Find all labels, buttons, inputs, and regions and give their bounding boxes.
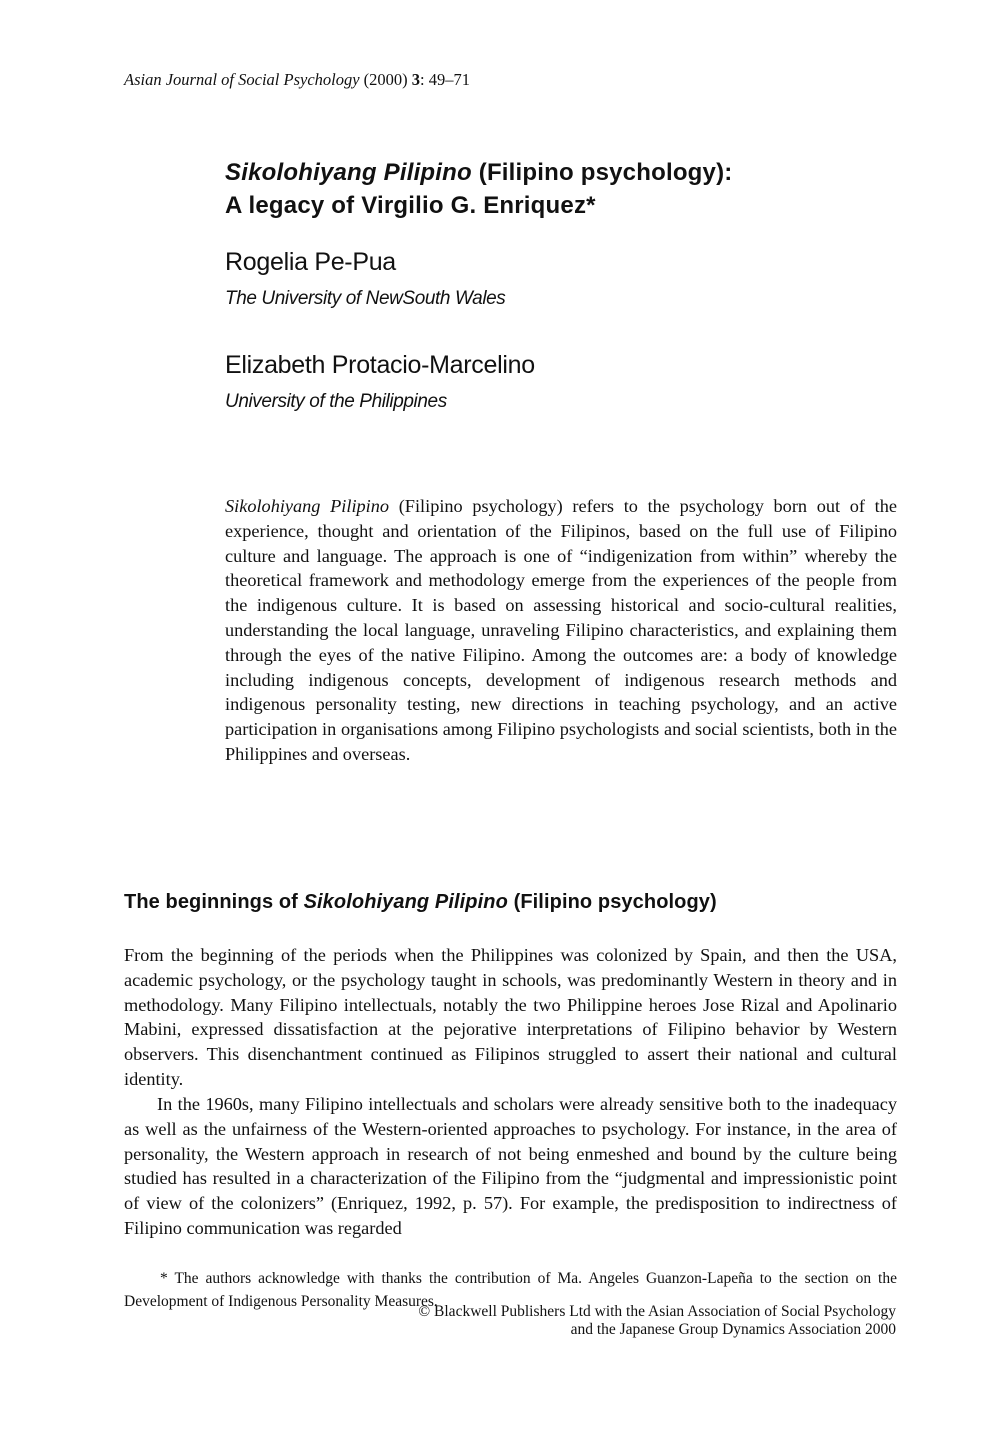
section-heading bbox=[124, 891, 717, 914]
copyright-line: and the Japanese Group Dynamics Association 2000 bbox=[570, 1321, 896, 1338]
article-title bbox=[225, 156, 732, 222]
journal-year: (2000) bbox=[363, 70, 408, 89]
abstract bbox=[225, 494, 897, 767]
title-rest: (Filipino psychology): bbox=[471, 159, 733, 186]
abstract-text: (Filipino psychology) refers to the psychology born out of the experience, thought and orientation of the Filipinos, based on the full use of Filipino culture and language. The approach is one of “indigenization from within” whereby the theoretical framework and methodology emerge from the experiences of the people from the indigenous culture. It is based on assessing historical and socio-cultural realities, understanding the local language, unraveling Filipino characteristics, and explaining them through the eyes of the native Filipino. Among the outcomes are: a body of knowledge including indigenous concepts, development of indigenous research methods and indigenous personality testing, new directions in teaching psychology, and an active participation in organisations among Filipino psychologists and social scientists, both in the Philippines and overseas. bbox=[225, 496, 897, 764]
journal-name: Asian Journal of Social Psychology bbox=[124, 70, 360, 89]
abstract-italic-lead: Sikolohiyang Pilipino bbox=[225, 496, 390, 516]
body-paragraph: In the 1960s, many Filipino intellectuals and scholars were already sensitive both to the inadequacy as well as the unfairness of the Western-oriented approaches to psychology. For instance, in the area of personality, the Western approach in research of not being enmeshed and bound by the culture being studied has resulted in a characterization of the Filipino from the “judgmental and impressionistic point of view of the colonizers” (Enriquez, 1992, p. 57). For example, the predisposition to indirectness of Filipino communication was regarded bbox=[124, 1094, 897, 1238]
running-head bbox=[124, 70, 470, 90]
copyright-line: © Blackwell Publishers Ltd with the Asian Association of Social Psychology bbox=[418, 1303, 896, 1320]
heading-text: The beginnings of bbox=[124, 891, 304, 913]
body-paragraph: From the beginning of the periods when the Philippines was colonized by Spain, and then the USA, academic psychology, or the psychology taught in schools, was predominantly Western in theory and in methodology. Many Filipino intellectuals, notably the two Philippine heroes Jose Rizal and Apolinario Mabini, expressed dissatisfaction at the pejorative interpretations of Filipino behavior by Western observers. This disenchantment continued as Filipinos struggled to assert their national and cultural identity. bbox=[124, 945, 897, 1089]
heading-italic: Sikolohiyang Pilipino bbox=[303, 891, 508, 913]
title-line-1 bbox=[225, 156, 732, 189]
heading-text: (Filipino psychology) bbox=[507, 891, 717, 913]
journal-pages: : 49–71 bbox=[420, 70, 471, 89]
copyright-notice bbox=[418, 1303, 896, 1339]
footnote: * The authors acknowledge with thanks the contribution of Ma. Angeles Guanzon-Lapeña to the section on the Development of Indigenous Personality Measures. bbox=[124, 1270, 897, 1310]
title-line-2: A legacy of Virgilio G. Enriquez* bbox=[225, 192, 596, 219]
author-name: Rogelia Pe-Pua bbox=[225, 248, 396, 276]
author-affiliation: The University of NewSouth Wales bbox=[225, 288, 506, 309]
author-name: Elizabeth Protacio-Marcelino bbox=[225, 351, 535, 379]
journal-volume: 3 bbox=[411, 70, 421, 89]
title-italic: Sikolohiyang Pilipino bbox=[225, 159, 472, 186]
author-affiliation: University of the Philippines bbox=[225, 391, 447, 412]
